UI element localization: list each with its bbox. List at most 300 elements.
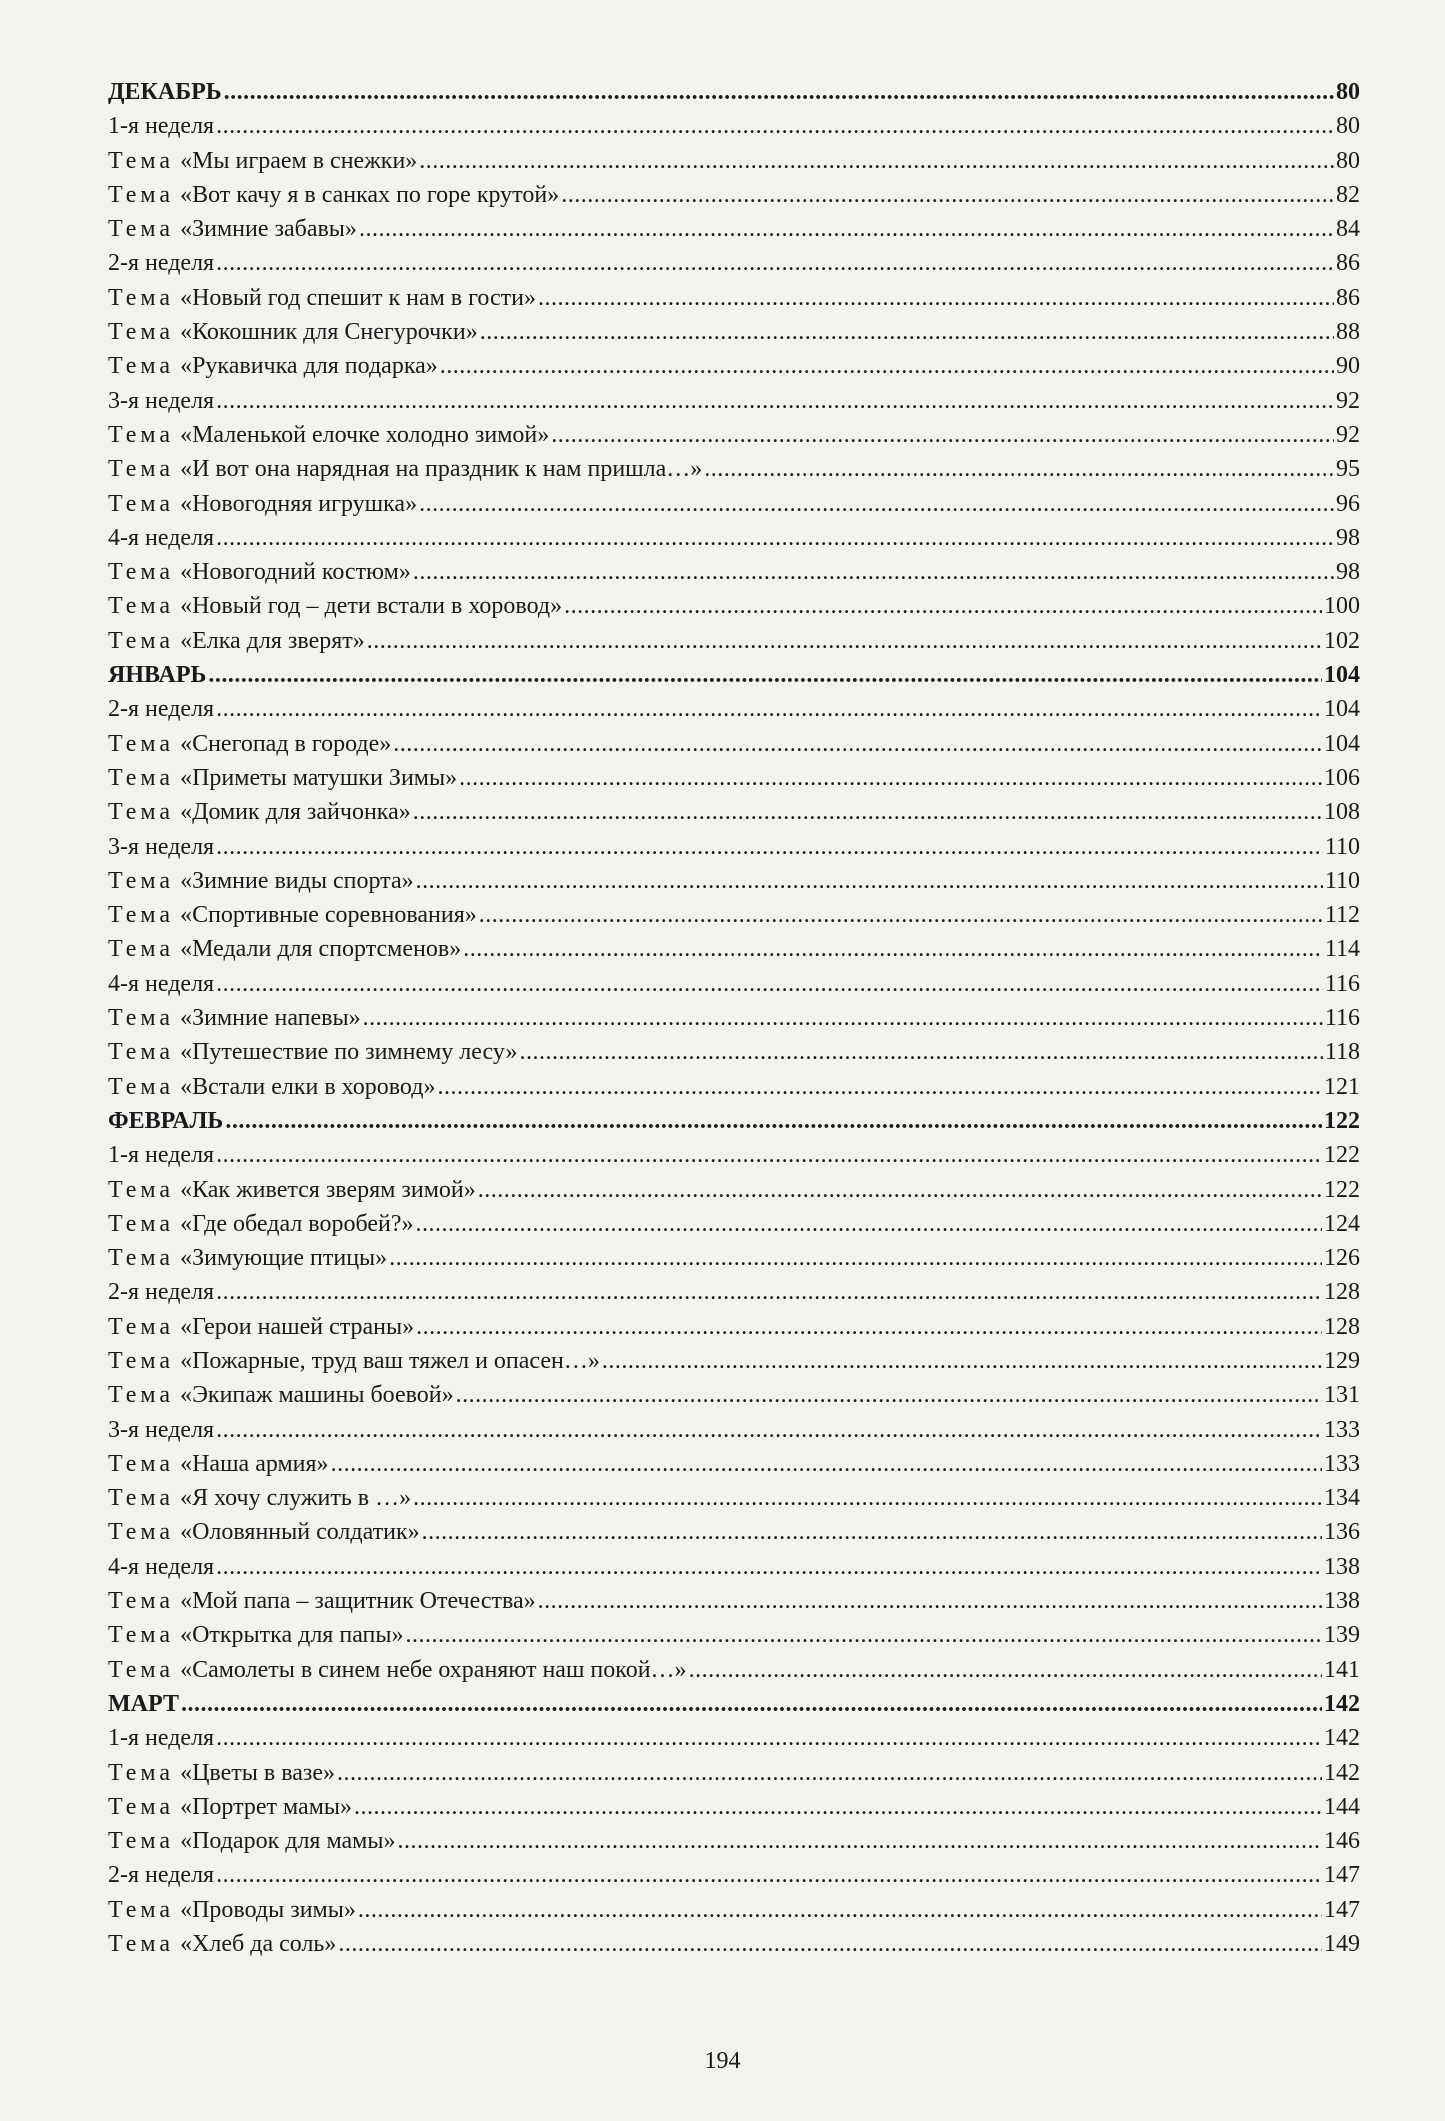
toc-entry-title <box>108 1173 476 1207</box>
toc-entry-title <box>108 1207 414 1241</box>
toc-entry-topic <box>108 1344 1360 1378</box>
toc-entry-title <box>108 624 365 658</box>
toc-entry-title <box>108 178 559 212</box>
toc-entry-text: «Зимующие птицы» <box>180 1245 388 1272</box>
toc-entry-week <box>108 521 1360 555</box>
topic-prefix: Тема <box>108 1759 175 1786</box>
toc-entry-page: 92 <box>1336 421 1360 448</box>
toc-entry-topic <box>108 315 1360 349</box>
toc-entry-topic <box>108 1378 1360 1412</box>
topic-prefix: Тема <box>108 936 175 963</box>
toc-entry-title <box>108 795 411 829</box>
toc-entry-text: 3-я неделя <box>108 1416 215 1443</box>
toc-entry-week <box>108 1721 1360 1755</box>
topic-prefix: Тема <box>108 867 175 894</box>
toc-entry-topic <box>108 1653 1360 1687</box>
toc-entry-text: «Медали для спортсменов» <box>180 936 462 963</box>
dot-leader <box>208 658 1322 692</box>
toc-entry-topic <box>108 487 1360 521</box>
dot-leader <box>416 1310 1322 1344</box>
toc-entry-title <box>108 1413 214 1447</box>
topic-prefix: Тема <box>108 1828 175 1855</box>
dot-leader <box>337 1756 1322 1790</box>
toc-entry-month <box>108 658 1360 692</box>
dot-leader <box>419 487 1334 521</box>
toc-entry-text: «Портрет мамы» <box>180 1793 353 1820</box>
toc-entry-page: 131 <box>1324 1382 1360 1409</box>
toc-entry-text: 4-я неделя <box>108 1553 215 1580</box>
toc-entry-text: «Пожарные, труд ваш тяжел и опасен…» <box>180 1347 600 1374</box>
dot-leader <box>367 624 1322 658</box>
dot-leader <box>225 1104 1322 1138</box>
toc-entry-topic <box>108 1173 1360 1207</box>
toc-entry-page: 104 <box>1324 662 1360 689</box>
dot-leader <box>216 1413 1322 1447</box>
toc-entry-topic <box>108 555 1360 589</box>
toc-entry-page: 106 <box>1324 764 1360 791</box>
dot-leader <box>538 281 1334 315</box>
toc-entry-topic <box>108 1035 1360 1069</box>
toc-entry-topic <box>108 212 1360 246</box>
toc-entry-text: «Хлеб да соль» <box>180 1931 337 1958</box>
toc-entry-text: 1-я неделя <box>108 1725 215 1752</box>
topic-prefix: Тема <box>108 456 175 483</box>
table-of-contents <box>108 75 1360 1961</box>
toc-entry-topic <box>108 1310 1360 1344</box>
toc-entry-page: 147 <box>1324 1862 1360 1889</box>
toc-entry-text: «Зимние забавы» <box>180 216 357 243</box>
topic-prefix: Тема <box>108 1519 175 1546</box>
dot-leader <box>389 1241 1322 1275</box>
toc-entry-title <box>108 1584 536 1618</box>
toc-entry-title <box>108 1687 179 1721</box>
toc-entry-title <box>108 487 417 521</box>
toc-entry-week <box>108 1413 1360 1447</box>
toc-entry-text: «Открытка для папы» <box>180 1622 404 1649</box>
toc-entry-title <box>108 1378 454 1412</box>
toc-entry-text: «Приметы матушки Зимы» <box>180 764 458 791</box>
toc-entry-text: ДЕКАБРЬ <box>108 79 222 105</box>
toc-entry-page: 86 <box>1336 284 1360 311</box>
dot-leader <box>456 1378 1322 1412</box>
toc-entry-page: 80 <box>1336 113 1360 140</box>
toc-entry-topic <box>108 1070 1360 1104</box>
dot-leader <box>463 932 1323 966</box>
topic-prefix: Тема <box>108 1485 175 1512</box>
dot-leader <box>216 1721 1322 1755</box>
toc-entry-text: «Встали елки в хоровод» <box>180 1073 436 1100</box>
toc-entry-week <box>108 1138 1360 1172</box>
topic-prefix: Тема <box>108 1039 175 1066</box>
toc-entry-text: 4-я неделя <box>108 970 215 997</box>
toc-entry-page: 86 <box>1336 250 1360 277</box>
toc-entry-text: 2-я неделя <box>108 1279 215 1306</box>
toc-entry-page: 142 <box>1324 1690 1360 1717</box>
topic-prefix: Тема <box>108 1210 175 1237</box>
topic-prefix: Тема <box>108 216 175 243</box>
topic-prefix: Тема <box>108 627 175 654</box>
toc-entry-topic <box>108 1447 1360 1481</box>
topic-prefix: Тема <box>108 319 175 346</box>
toc-entry-title <box>108 1447 329 1481</box>
page-number: 194 <box>704 2048 741 2074</box>
toc-entry-title <box>108 967 214 1001</box>
toc-entry-page: 112 <box>1324 902 1360 929</box>
dot-leader <box>413 555 1334 589</box>
dot-leader <box>519 1035 1322 1069</box>
toc-entry-page: 108 <box>1324 799 1360 826</box>
dot-leader <box>416 864 1323 898</box>
toc-entry-title <box>108 555 411 589</box>
dot-leader <box>216 830 1323 864</box>
topic-prefix: Тема <box>108 593 175 620</box>
toc-entry-text: 1-я неделя <box>108 1142 215 1169</box>
toc-entry-topic <box>108 761 1360 795</box>
toc-entry-week <box>108 109 1360 143</box>
toc-entry-topic <box>108 1241 1360 1275</box>
toc-entry-month <box>108 75 1360 109</box>
toc-entry-text: «Экипаж машины боевой» <box>180 1382 454 1409</box>
toc-entry-month <box>108 1687 1360 1721</box>
toc-entry-title <box>108 1927 336 1961</box>
dot-leader <box>397 1824 1322 1858</box>
toc-entry-text: «Герои нашей страны» <box>180 1313 415 1340</box>
toc-entry-text: 3-я неделя <box>108 387 215 414</box>
toc-entry-title <box>108 1241 387 1275</box>
toc-entry-topic <box>108 1207 1360 1241</box>
toc-entry-text: «Спортивные соревнования» <box>180 902 477 929</box>
toc-entry-title <box>108 521 214 555</box>
toc-entry-page: 110 <box>1324 833 1360 860</box>
toc-entry-page: 116 <box>1324 970 1360 997</box>
toc-entry-text: «Новый год спешит к нам в гости» <box>180 284 536 311</box>
topic-prefix: Тема <box>108 1656 175 1683</box>
dot-leader <box>358 1893 1322 1927</box>
toc-entry-page: 128 <box>1324 1313 1360 1340</box>
toc-entry-title <box>108 418 549 452</box>
topic-prefix: Тема <box>108 421 175 448</box>
toc-entry-title <box>108 1481 411 1515</box>
toc-entry-title <box>108 109 214 143</box>
toc-entry-title <box>108 727 391 761</box>
toc-entry-text: «Домик для зайчонка» <box>180 799 411 826</box>
toc-entry-topic <box>108 418 1360 452</box>
topic-prefix: Тема <box>108 1073 175 1100</box>
toc-entry-text: «Снегопад в городе» <box>180 730 392 757</box>
toc-entry-topic <box>108 144 1360 178</box>
dot-leader <box>224 75 1334 109</box>
toc-entry-page: 82 <box>1336 181 1360 208</box>
toc-entry-title <box>108 1515 420 1549</box>
toc-entry-topic <box>108 589 1360 623</box>
toc-entry-week <box>108 384 1360 418</box>
dot-leader <box>689 1653 1322 1687</box>
toc-entry-topic <box>108 624 1360 658</box>
dot-leader <box>363 1001 1323 1035</box>
dot-leader <box>331 1447 1322 1481</box>
toc-entry-title <box>108 1104 223 1138</box>
toc-entry-page: 133 <box>1324 1450 1360 1477</box>
toc-entry-title <box>108 761 457 795</box>
toc-entry-page: 96 <box>1336 490 1360 517</box>
toc-entry-text: «Елка для зверят» <box>180 627 365 654</box>
dot-leader <box>216 1550 1322 1584</box>
dot-leader <box>406 1618 1323 1652</box>
toc-entry-page: 116 <box>1324 1005 1360 1032</box>
topic-prefix: Тема <box>108 1622 175 1649</box>
topic-prefix: Тема <box>108 1588 175 1615</box>
toc-entry-text: «Самолеты в синем небе охраняют наш покой…» <box>180 1656 687 1683</box>
topic-prefix: Тема <box>108 1005 175 1032</box>
toc-entry-topic <box>108 452 1360 486</box>
toc-entry-topic <box>108 864 1360 898</box>
dot-leader <box>440 349 1334 383</box>
toc-entry-page: 139 <box>1324 1622 1360 1649</box>
toc-entry-topic <box>108 1824 1360 1858</box>
toc-entry-page: 92 <box>1336 387 1360 414</box>
dot-leader <box>393 727 1322 761</box>
toc-entry-text: «Зимние виды спорта» <box>180 867 414 894</box>
toc-entry-text: 2-я неделя <box>108 696 215 723</box>
toc-entry-page: 118 <box>1324 1039 1360 1066</box>
dot-leader <box>564 589 1322 623</box>
toc-entry-text: «Вот качу я в санках по горе крутой» <box>180 181 560 208</box>
toc-entry-title <box>108 1824 395 1858</box>
toc-entry-text: 1-я неделя <box>108 113 215 140</box>
toc-entry-text: 4-я неделя <box>108 524 215 551</box>
toc-entry-title <box>108 75 222 109</box>
dot-leader <box>459 761 1322 795</box>
dot-leader <box>538 1584 1322 1618</box>
toc-entry-title <box>108 1001 361 1035</box>
dot-leader <box>561 178 1334 212</box>
toc-entry-topic <box>108 1618 1360 1652</box>
toc-entry-topic <box>108 898 1360 932</box>
toc-entry-topic <box>108 281 1360 315</box>
toc-entry-page: 84 <box>1336 216 1360 243</box>
toc-entry-text: «Проводы зимы» <box>180 1896 356 1923</box>
toc-entry-text: ФЕВРАЛЬ <box>108 1107 224 1134</box>
toc-entry-title <box>108 246 214 280</box>
toc-entry-page: 126 <box>1324 1245 1360 1272</box>
toc-entry-topic <box>108 727 1360 761</box>
toc-entry-page: 80 <box>1336 147 1360 174</box>
toc-entry-week <box>108 967 1360 1001</box>
toc-entry-title <box>108 658 206 692</box>
topic-prefix: Тема <box>108 764 175 791</box>
dot-leader <box>704 452 1334 486</box>
toc-entry-text: «Я хочу служить в …» <box>180 1485 412 1512</box>
toc-entry-page: 98 <box>1336 559 1360 586</box>
toc-entry-text: 3-я неделя <box>108 833 215 860</box>
dot-leader <box>216 967 1323 1001</box>
toc-entry-title <box>108 315 478 349</box>
toc-entry-page: 134 <box>1324 1485 1360 1512</box>
toc-entry-topic <box>108 1893 1360 1927</box>
toc-entry-text: «Наша армия» <box>180 1450 329 1477</box>
dot-leader <box>419 144 1334 178</box>
toc-entry-title <box>108 1858 214 1892</box>
toc-entry-topic <box>108 1584 1360 1618</box>
topic-prefix: Тема <box>108 147 175 174</box>
toc-entry-page: 122 <box>1324 1176 1360 1203</box>
toc-entry-text: МАРТ <box>108 1690 179 1717</box>
topic-prefix: Тема <box>108 1896 175 1923</box>
toc-entry-page: 121 <box>1324 1073 1360 1100</box>
toc-entry-week <box>108 1275 1360 1309</box>
toc-entry-week <box>108 692 1360 726</box>
toc-entry-title <box>108 1618 404 1652</box>
topic-prefix: Тема <box>108 1793 175 1820</box>
toc-entry-page: 141 <box>1324 1656 1360 1683</box>
toc-entry-title <box>108 589 562 623</box>
toc-entry-topic <box>108 1927 1360 1961</box>
toc-entry-week <box>108 1858 1360 1892</box>
toc-entry-text: «Мой папа – защитник Отечества» <box>180 1588 536 1615</box>
toc-entry-title <box>108 1310 414 1344</box>
toc-entry-week <box>108 246 1360 280</box>
dot-leader <box>216 384 1334 418</box>
toc-entry-topic <box>108 1756 1360 1790</box>
toc-entry-page: 98 <box>1336 524 1360 551</box>
toc-entry-topic <box>108 1790 1360 1824</box>
toc-entry-title <box>108 1721 214 1755</box>
toc-entry-text: «Новый год – дети встали в хоровод» <box>180 593 563 620</box>
toc-entry-title <box>108 830 214 864</box>
dot-leader <box>354 1790 1322 1824</box>
toc-entry-text: «Рукавичка для подарка» <box>180 353 438 380</box>
toc-entry-title <box>108 281 536 315</box>
toc-entry-text: «Новогодняя игрушка» <box>180 490 418 517</box>
toc-entry-text: «Подарок для мамы» <box>180 1828 396 1855</box>
toc-entry-page: 122 <box>1324 1107 1360 1134</box>
toc-entry-page: 146 <box>1324 1828 1360 1855</box>
topic-prefix: Тема <box>108 1176 175 1203</box>
toc-entry-page: 136 <box>1324 1519 1360 1546</box>
topic-prefix: Тема <box>108 1245 175 1272</box>
toc-entry-text: «Зимние напевы» <box>180 1005 361 1032</box>
toc-entry-week <box>108 1550 1360 1584</box>
toc-entry-page: 95 <box>1336 456 1360 483</box>
topic-prefix: Тема <box>108 1382 175 1409</box>
toc-entry-topic <box>108 1481 1360 1515</box>
toc-entry-text: 2-я неделя <box>108 1862 215 1889</box>
toc-entry-topic <box>108 1001 1360 1035</box>
toc-entry-page: 144 <box>1324 1793 1360 1820</box>
toc-entry-title <box>108 384 214 418</box>
toc-entry-title <box>108 144 417 178</box>
topic-prefix: Тема <box>108 1313 175 1340</box>
toc-entry-title <box>108 864 414 898</box>
toc-entry-text: «Мы играем в снежки» <box>180 147 418 174</box>
toc-entry-topic <box>108 349 1360 383</box>
toc-entry-page: 138 <box>1324 1588 1360 1615</box>
dot-leader <box>216 246 1334 280</box>
toc-entry-topic <box>108 1515 1360 1549</box>
topic-prefix: Тема <box>108 490 175 517</box>
topic-prefix: Тема <box>108 902 175 929</box>
dot-leader <box>338 1927 1322 1961</box>
dot-leader <box>216 692 1322 726</box>
dot-leader <box>479 898 1323 932</box>
topic-prefix: Тема <box>108 799 175 826</box>
toc-entry-page: 88 <box>1336 319 1360 346</box>
dot-leader <box>422 1515 1322 1549</box>
dot-leader <box>216 521 1334 555</box>
toc-entry-page: 80 <box>1336 79 1360 105</box>
toc-entry-page: 133 <box>1324 1416 1360 1443</box>
toc-entry-title <box>108 452 702 486</box>
toc-entry-title <box>108 1275 214 1309</box>
topic-prefix: Тема <box>108 559 175 586</box>
toc-entry-page: 90 <box>1336 353 1360 380</box>
dot-leader <box>413 795 1322 829</box>
toc-entry-title <box>108 1344 600 1378</box>
topic-prefix: Тема <box>108 1347 175 1374</box>
toc-entry-title <box>108 692 214 726</box>
topic-prefix: Тема <box>108 730 175 757</box>
toc-entry-topic <box>108 178 1360 212</box>
toc-entry-page: 142 <box>1324 1759 1360 1786</box>
toc-entry-page: 149 <box>1324 1931 1360 1958</box>
toc-entry-title <box>108 1035 517 1069</box>
dot-leader <box>181 1687 1322 1721</box>
dot-leader <box>480 315 1334 349</box>
toc-entry-text: «Где обедал воробей?» <box>180 1210 414 1237</box>
toc-entry-page: 104 <box>1324 730 1360 757</box>
toc-entry-title <box>108 1138 214 1172</box>
toc-entry-text: ЯНВАРЬ <box>108 662 207 689</box>
toc-entry-text: «Путешествие по зимнему лесу» <box>180 1039 518 1066</box>
toc-entry-page: 104 <box>1324 696 1360 723</box>
toc-entry-title <box>108 349 438 383</box>
topic-prefix: Тема <box>108 1450 175 1477</box>
dot-leader <box>216 1858 1322 1892</box>
toc-entry-month <box>108 1104 1360 1138</box>
toc-entry-text: «И вот она нарядная на праздник к нам пришла…» <box>180 456 703 483</box>
toc-entry-text: «Маленькой елочке холодно зимой» <box>180 421 550 448</box>
toc-entry-page: 102 <box>1324 627 1360 654</box>
toc-entry-page: 147 <box>1324 1896 1360 1923</box>
dot-leader <box>416 1207 1322 1241</box>
toc-entry-page: 114 <box>1324 936 1360 963</box>
toc-entry-title <box>108 212 357 246</box>
toc-entry-title <box>108 1653 687 1687</box>
dot-leader <box>413 1481 1322 1515</box>
toc-entry-text: «Кокошник для Снегурочки» <box>180 319 478 346</box>
topic-prefix: Тема <box>108 1931 175 1958</box>
toc-entry-page: 128 <box>1324 1279 1360 1306</box>
dot-leader <box>602 1344 1322 1378</box>
toc-entry-title <box>108 898 477 932</box>
dot-leader <box>478 1173 1322 1207</box>
toc-entry-title <box>108 1550 214 1584</box>
toc-entry-week <box>108 830 1360 864</box>
dot-leader <box>216 109 1334 143</box>
toc-entry-text: «Как живется зверям зимой» <box>180 1176 476 1203</box>
toc-entry-page: 138 <box>1324 1553 1360 1580</box>
topic-prefix: Тема <box>108 353 175 380</box>
dot-leader <box>216 1275 1322 1309</box>
dot-leader <box>437 1070 1322 1104</box>
toc-entry-page: 100 <box>1324 593 1360 620</box>
toc-entry-topic <box>108 795 1360 829</box>
toc-entry-page: 129 <box>1324 1347 1360 1374</box>
topic-prefix: Тема <box>108 181 175 208</box>
dot-leader <box>551 418 1334 452</box>
toc-entry-title <box>108 1893 356 1927</box>
toc-entry-title <box>108 1070 435 1104</box>
